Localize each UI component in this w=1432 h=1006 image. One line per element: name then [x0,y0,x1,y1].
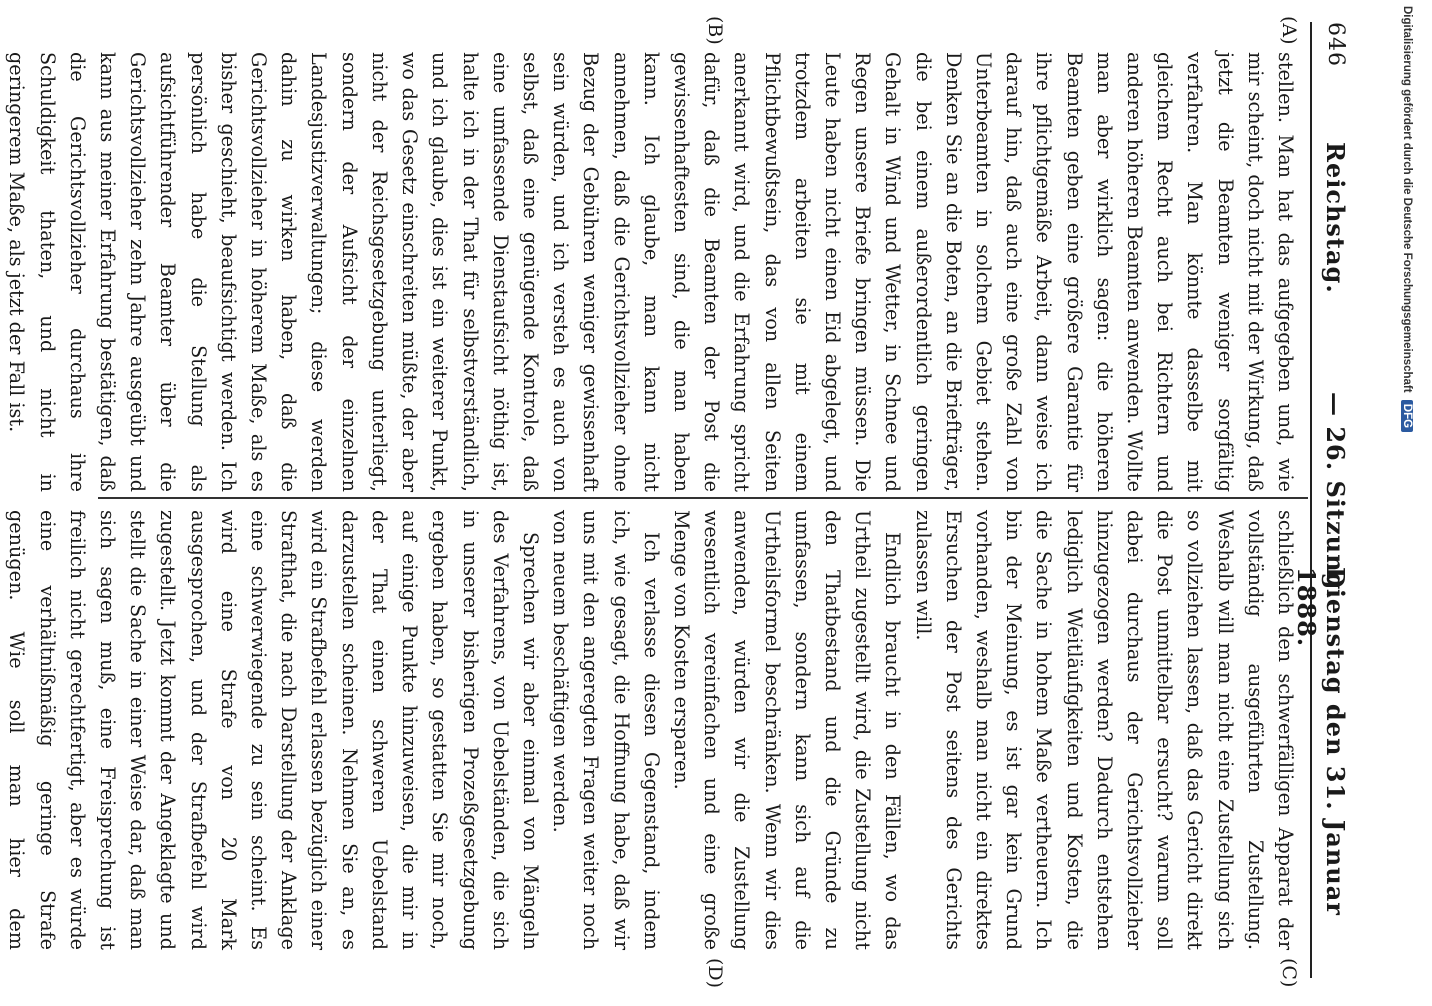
paragraph: Ich verlasse diesen Gegenstand, indem ich, wie gesagt, die Hoffnung habe, daß wir uns mit den angeregten Fragen weiter noch von neuem beschäftigen werden. [549,510,663,950]
margin-marker-b: (B) [704,16,726,45]
paragraph: stellen. Man hat das aufgegeben und, wie mir scheint, doch nicht mit der Wirkung, daß jetzt die Beamten weniger sorgfältig verfahren. Man könnte dasselbe mit gleichem Recht auch bei Richtern und anderen höheren Beamten anwenden. Wollte man aber wirklich sagen: die höheren Beamten geben eine größere Garantie für ihre pflichtgemäße Arbeit, dann weise ich darauf hin, daß auch eine große Zahl von Unterbeamten in solchem Gebiet stehen. Denken Sie an die Boten, an die Briefträger, die bei einem außerordentlich geringen Gehalt in Wind und Wetter, in Schnee und Regen unsere Briefe bringen müssen. Die Leute haben nicht einen Eid abgelegt, und trotzdem arbeiten sie mit einem Pflichtbewußtsein, das von allen Seiten anerkannt wird, und die Erfahrung spricht dafür, daß die Beamten der Post die gewissenhaftesten sind, die man haben kann. Ich glaube, man kann nicht annehmen, daß die Gerichtsvollzieher ohne Bezug der Gebühren weniger gewissenhaft sein würden, und ich versteh es auch von selbst, daß eine genügende Kontrole, daß eine umfassende Dienstaufsicht nöthig ist, halte ich in der That für selbstverständlich, und ich glaube, dies ist ein weiterer Punkt, wo das Gesetz einschreiten müßte, der aber nicht der Reichsgesetzgebung unterliegt, sondern der Aufsicht der einzelnen Landesjustizverwaltungen; diese werden dahin zu wirken haben, daß die Gerichtsvollzieher in höherem Maße, als es bisher geschieht, beaufsichtigt werden. Ich persönlich habe die Stellung als aufsichtführender Beamter über die Gerichtsvollzieher zehn Jahre ausgeübt und kann aus meiner Erfahrung bestätigen, daß die Gerichtsvollzieher durchaus ihre Schuldigkeit thaten, und nicht in geringerem Maße, als jetzt der Fall ist. [5,52,1297,492]
digitization-credit [1395,6,1413,1006]
paragraph: schließlich den schwerfälligen Apparat der vollständig ausgeführten Zustellung. Weshalb will man nicht eine Zustellung sich so vollziehen lassen, daß das Gericht direkt die Post unmittelbar ersucht? warum soll dabei durchaus der Gerichtsvollzieher hinzugezogen werden? Dadurch entstehen lediglich Weitläufigkeiten und Kosten, die die Sache in hohem Maße vertheuern. Ich bin der Meinung, es ist gar kein Grund vorhanden, weshalb man nicht ein direktes Ersuchen der Post seitens des Gerichts zulassen will. [911,510,1297,950]
session-date: Dienstag den 31. Januar 1888. [1292,567,1350,916]
column-divider [98,497,1308,499]
session-label: — 26. Sitzung. [1321,392,1350,600]
newspaper-page [5,10,1366,990]
dfg-logo: DFG [1401,400,1413,432]
margin-marker-d: (D) [704,958,726,989]
publication-title: Reichstag. [1321,142,1350,294]
margin-marker-a: (A) [1278,16,1300,45]
credit-text: Digitalisierung gefördert durch die Deutsche Forschungsgemeinschaft [1401,6,1413,393]
text-column-left [5,52,1300,492]
margin-marker-c: (C) [1278,958,1300,988]
page-header [1292,22,1358,978]
paragraph: Endlich braucht in den Fällen, wo das Urtheil zugestellt wird, die Zustellung nicht den Thatbestand und die Gründe zu umfassen, sondern kann sich auf die Urtheilsformel beschränken. Wenn wir dies anwenden, würden wir die Zustellung wesentlich vereinfachen und eine große Menge von Kosten ersparen. [669,510,905,950]
page-number: 646 [1323,22,1348,67]
paragraph: Sprechen wir aber einmal von Mängeln des Verfahrens, von Uebelständen, die sich in unserer bisherigen Prozeßgesetzgebung ergeben haben, so gestatten Sie mir noch, auf einige Punkte hinzuweisen, die mir in der That einen schweren Uebelstand darzustellen scheinen. Nehmen Sie an, es wird ein Strafbefehl erlassen bezüglich einer Strafthat, die nach Darstellung der Anklage eine schwerwiegende zu sein scheint. Es wird eine Strafe von 20 Mark ausgesprochen, und der Strafbefehl wird zugestellt. Jetzt kommt der Angeklagte und stellt die Sache in einer Weise dar, daß man sich sagen muß, eine Freisprechung ist freilich nicht gerechtfertigt, aber es würde eine verhältnißmäßig geringe Strafe genügen. Wie soll man hier dem [5,510,542,950]
text-column-right [5,510,1300,950]
